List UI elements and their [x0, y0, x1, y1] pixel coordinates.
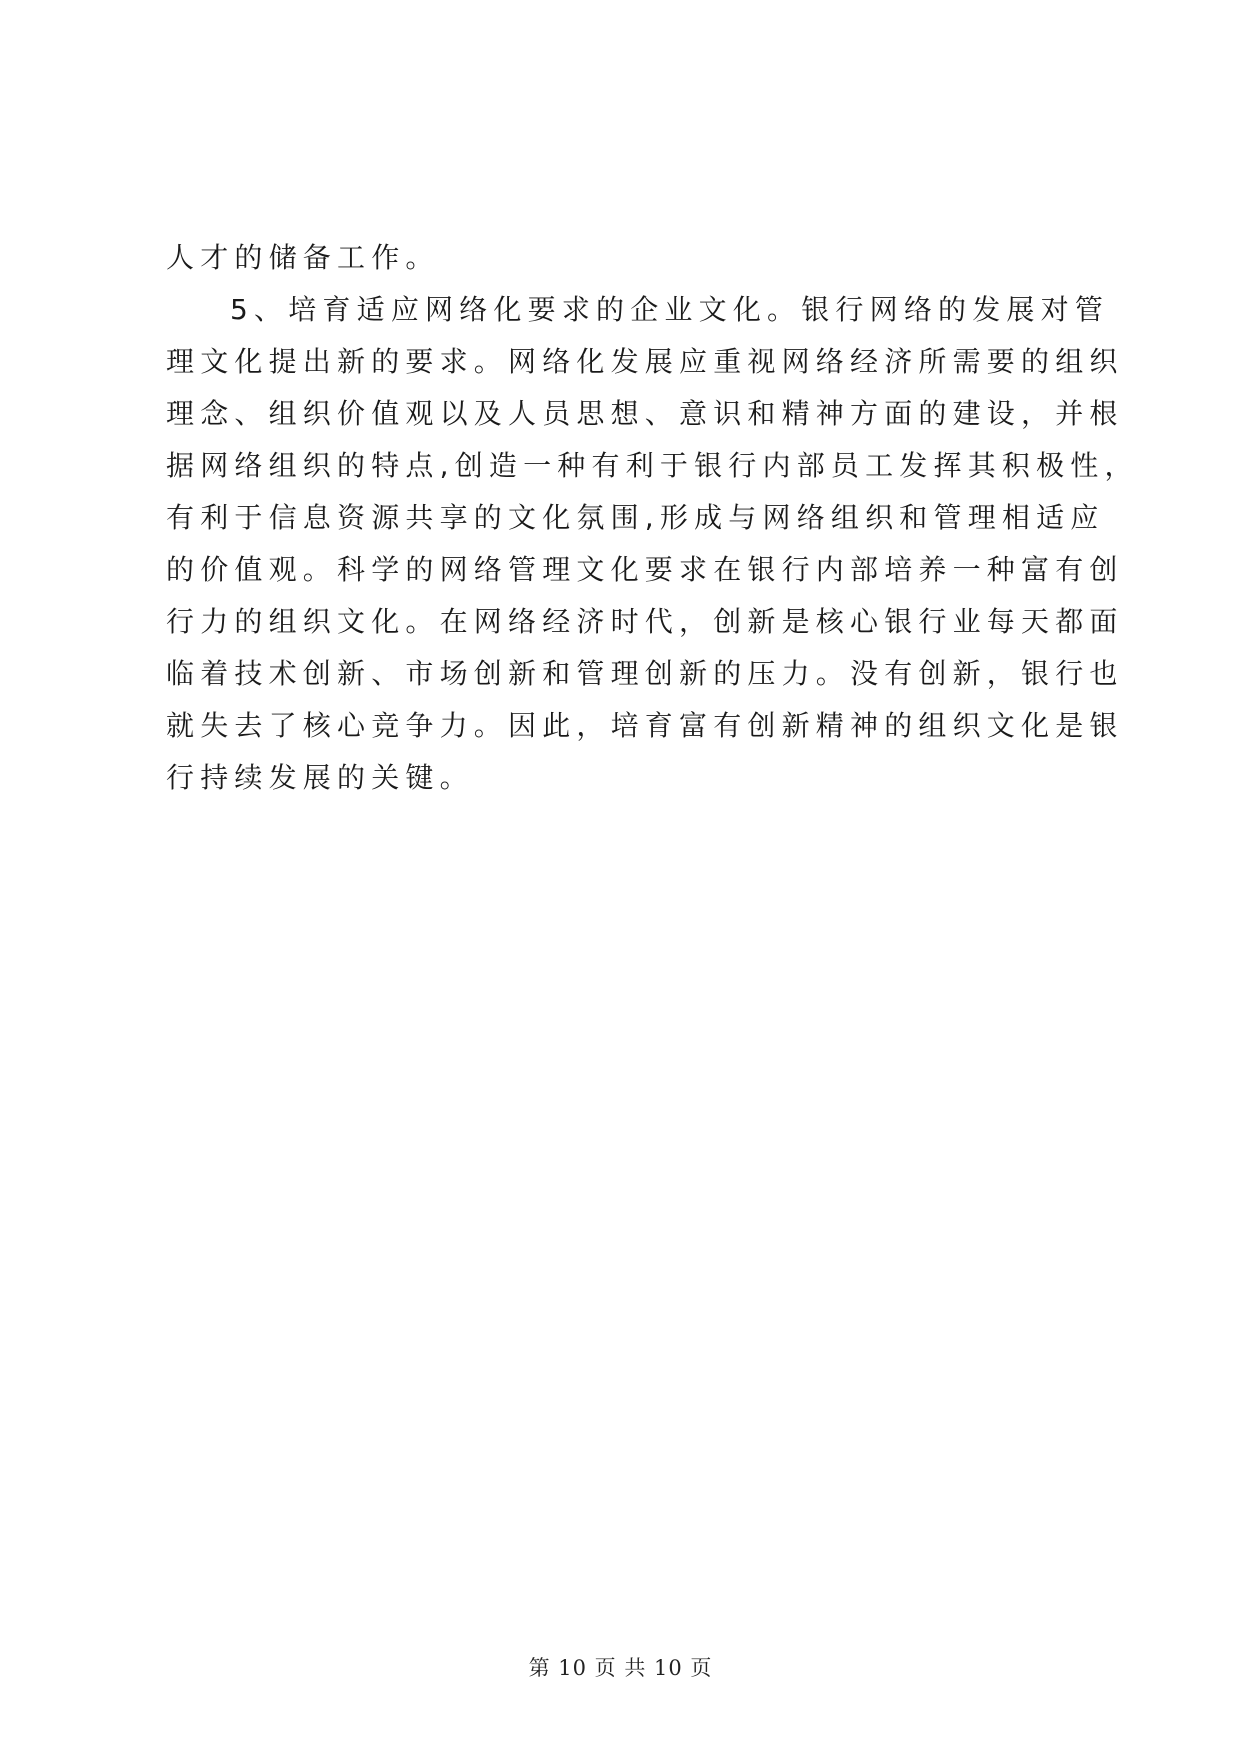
- text-line: 行力的组织文化。在网络经济时代，创新是核心银行业每天都面: [166, 605, 1124, 638]
- paragraph-start-line: 5、培育适应网络化要求的企业文化。银行网络的发展对管: [230, 293, 1110, 326]
- text-line: 就失去了核心竞争力。因此，培育富有创新精神的组织文化是银: [166, 709, 1124, 742]
- page-number-footer: 第 10 页 共 10 页: [528, 1656, 713, 1680]
- body-text: [166, 232, 1139, 804]
- text-line: 的价值观。科学的网络管理文化要求在银行内部培养一种富有创: [166, 553, 1124, 586]
- text-line: 临着技术创新、市场创新和管理创新的压力。没有创新，银行也: [166, 657, 1124, 690]
- text-line: 行持续发展的关键。: [166, 761, 474, 794]
- text-line: 有利于信息资源共享的文化氛围,形成与网络组织和管理相适应: [166, 501, 1105, 534]
- text-line: 人才的储备工作。: [166, 241, 440, 274]
- text-line: 理文化提出新的要求。网络化发展应重视网络经济所需要的组织: [166, 345, 1124, 378]
- text-line: 据网络组织的特点,创造一种有利于银行内部员工发挥其积极性，: [166, 449, 1139, 482]
- text-line: 理念、组织价值观以及人员思想、意识和精神方面的建设，并根: [166, 397, 1124, 430]
